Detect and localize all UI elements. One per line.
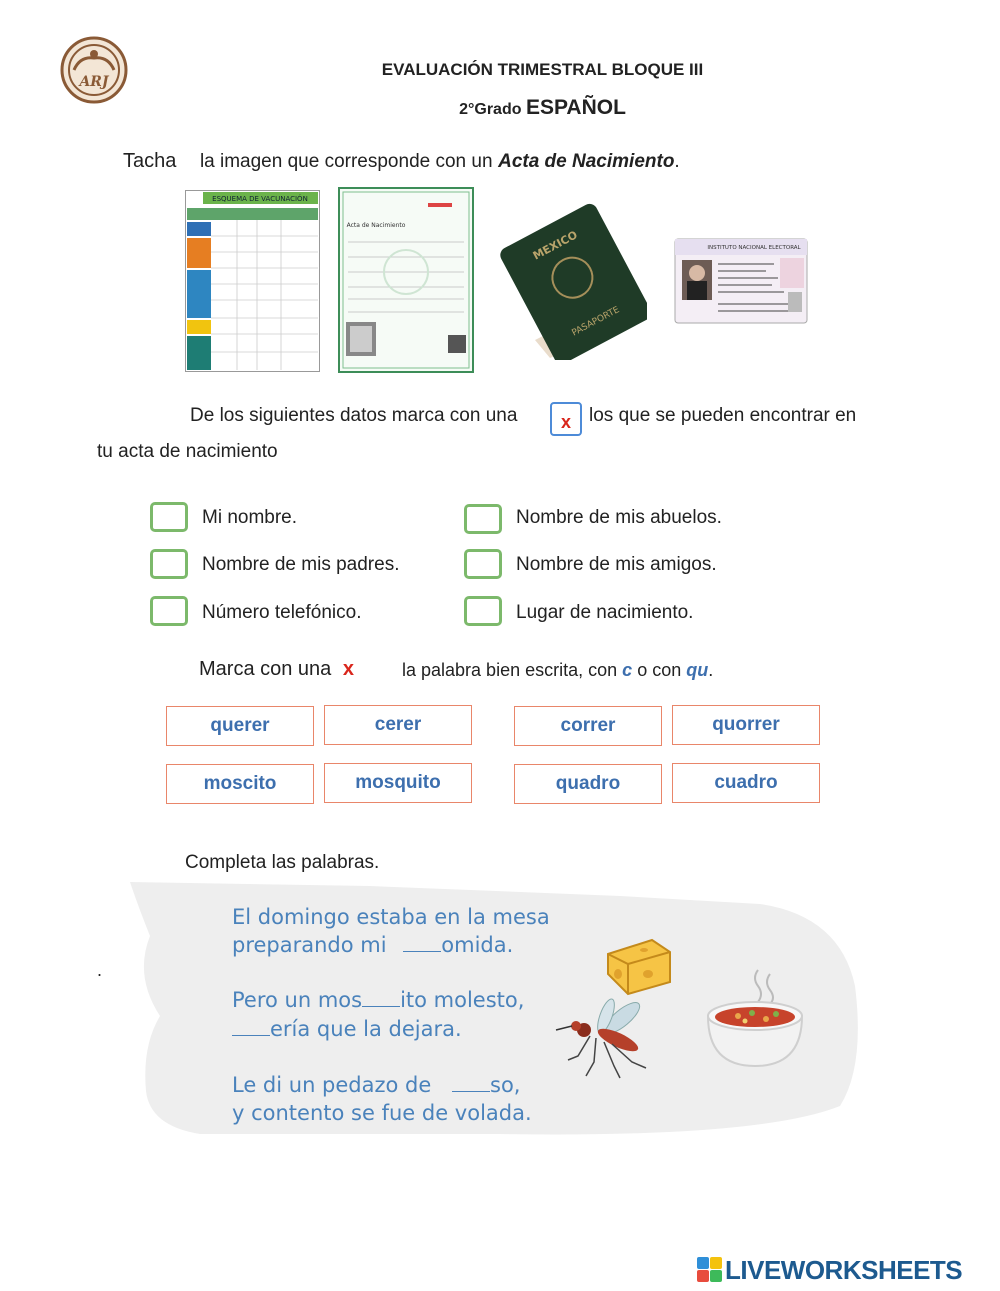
liveworksheets-logo [697,1255,997,1285]
line3-prefix: Pero un mos [232,988,363,1012]
instruction-end: . [708,660,714,680]
instruction-part-b: la palabra bien escrita, con [402,660,618,680]
word-option-querer[interactable]: querer [166,706,314,746]
section4-instruction: Completa las palabras. [185,852,380,873]
blank-input-comida[interactable] [403,933,441,952]
word-option-mosquito[interactable]: mosquito [324,763,472,803]
word-option-moscito[interactable]: moscito [166,764,314,804]
svg-text:ESQUEMA DE VACUNACIÓN: ESQUEMA DE VACUNACIÓN [212,195,308,203]
logo-tile-icon [710,1257,722,1269]
word-option-correr[interactable]: correr [514,706,662,746]
story-line-1: El domingo estaba en la mesa [232,905,550,929]
section3-instruction [199,658,354,681]
option-numero-telefonico: Número telefónico. [202,602,362,623]
logo-tile-icon [697,1257,709,1269]
story-line-2 [232,933,513,957]
story-line-3 [232,988,524,1012]
vaccination-card-image[interactable] [185,190,320,372]
blank-input-queria[interactable] [232,1017,270,1036]
instruction-end: . [674,151,680,172]
svg-text:MEXICO: MEXICO [530,228,580,263]
soup-bowl-illustration [700,966,810,1074]
checkbox-nombre-padres[interactable] [150,549,188,579]
line4-suffix: ería que la dejara. [270,1017,462,1041]
cheese-illustration [604,934,674,996]
story-line-6: y contento se fue de volada. [232,1101,532,1125]
brand-name: LIVEWORKSHEETS [725,1255,963,1285]
logo-tile-icon [710,1270,722,1282]
svg-text:PASAPORTE: PASAPORTE [570,305,622,339]
svg-text:ARJ: ARJ [79,74,109,90]
red-x-mark: x [342,658,354,680]
instruction-text: la imagen que corresponde con un [199,151,493,172]
sample-check-box [550,402,582,436]
svg-text:INSTITUTO NACIONAL ELECTORAL: INSTITUTO NACIONAL ELECTORAL [707,245,801,251]
option-nombre-amigos: Nombre de mis amigos. [516,554,717,575]
page-title: EVALUACIÓN TRIMESTRAL BLOQUE III [381,60,704,79]
subject-label: ESPAÑOL [525,96,626,119]
connector-text: o con [637,660,682,680]
checkbox-lugar-nacimiento[interactable] [464,596,502,626]
option-nombre-padres: Nombre de mis padres. [202,554,400,575]
word-option-cuadro[interactable]: cuadro [672,763,820,803]
logo-tile-icon [697,1270,709,1282]
line5-prefix: Le di un pedazo de [232,1073,432,1097]
stray-dot: . [97,960,103,980]
instruction-emphasis: Acta de Nacimiento [498,151,675,172]
section2-instruction [190,405,517,427]
grade-subject [300,96,785,120]
blank-input-queso[interactable] [452,1073,490,1092]
section2-instruction-b: los que se pueden encontrar en [589,405,857,426]
story-line-4 [232,1017,462,1041]
school-logo [60,36,128,104]
checkbox-numero-telefonico[interactable] [150,596,188,626]
checkbox-nombre-abuelos[interactable] [464,504,502,534]
checkbox-mi-nombre[interactable] [150,502,188,532]
section3-instruction-b [402,660,713,681]
voter-id-card-image[interactable] [674,238,808,324]
word-option-quorrer[interactable]: quorrer [672,705,820,745]
sample-x-mark: x [560,412,571,432]
checkbox-nombre-amigos[interactable] [464,549,502,579]
section2-instruction-c: tu acta de nacimiento [97,441,278,462]
option-nombre-abuelos: Nombre de mis abuelos. [516,507,722,528]
story-line-5 [232,1073,520,1097]
instruction-lead: Tacha [123,150,177,172]
passport-image[interactable] [495,190,647,360]
word-option-quadro[interactable]: quadro [514,764,662,804]
letters-qu: qu [686,660,709,680]
mosquito-illustration [554,996,654,1080]
instruction-part-a: De los siguientes datos marca con una [190,405,518,426]
svg-text:Acta de Nacimiento: Acta de Nacimiento [346,222,406,229]
line3-suffix: ito molesto, [400,988,525,1012]
option-mi-nombre: Mi nombre. [202,507,298,528]
line5-suffix: so, [490,1073,521,1097]
word-option-cerer[interactable]: cerer [324,705,472,745]
section1-instruction [123,150,680,173]
birth-certificate-image[interactable] [338,187,474,373]
blank-input-mosquito[interactable] [362,988,400,1007]
option-lugar-nacimiento: Lugar de nacimiento. [516,602,694,623]
line2-suffix: omida. [441,933,514,957]
letter-c: c [622,660,633,680]
line2-prefix: preparando mi [232,933,387,957]
instruction-part-a: Marca con una [199,658,332,680]
grade-label: 2°Grado [459,101,522,118]
